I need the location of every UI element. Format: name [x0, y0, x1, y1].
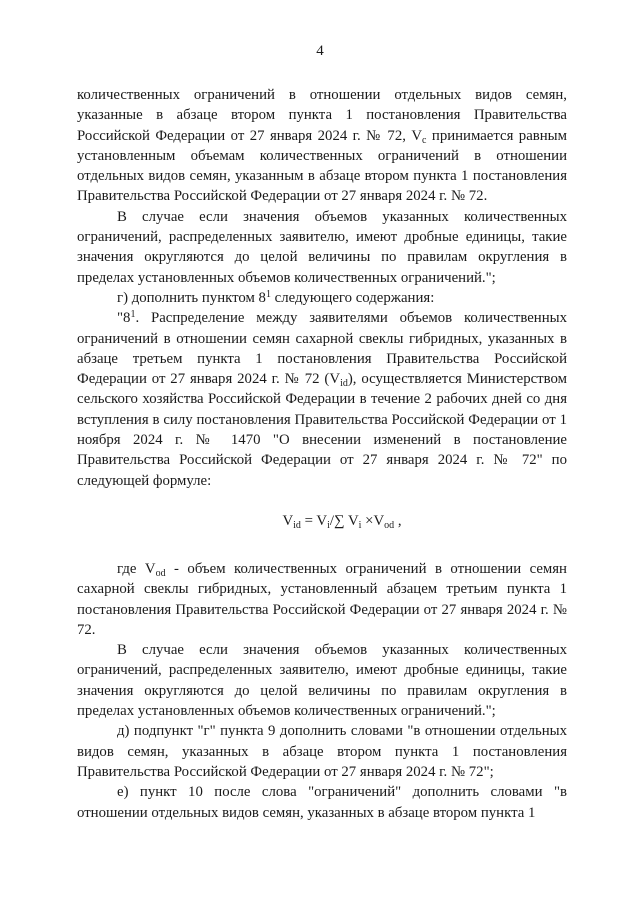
- text-run: - объем количественных ограничений в отношении семян сахарной свеклы гибридных, установленный абзацем третьим пункта 1 постановления Правительства Российской Федерации от 27 января 2024 г. № 72.: [77, 560, 567, 638]
- paragraph-continuation: [77, 85, 567, 207]
- formula-subscript: i: [327, 519, 330, 531]
- paragraph-item-e: е) пункт 10 после слова "ограничений" дополнить словами "в отношении отдельных видов семян, указанных в абзаце втором пункта 1: [77, 784, 567, 821]
- formula-part: /∑ V: [329, 512, 359, 529]
- formula-part: ,: [394, 512, 402, 529]
- superscript: 1: [130, 309, 136, 321]
- text-run: количественных ограничений в отношении отдельных видов семян, указанные в абзаце втором пункта 1 постановления Правительства Российской Федерации от 27 января 2024 г. № 72, V: [77, 87, 567, 144]
- text-run: следующего содержания:: [270, 289, 435, 306]
- formula-part: = V: [300, 512, 328, 529]
- text-run: "8: [117, 310, 131, 327]
- formula-part: V: [282, 512, 294, 529]
- paragraph-item-g: [77, 288, 567, 308]
- distribution-formula: [117, 511, 567, 531]
- formula-subscript: i: [358, 519, 362, 531]
- subscript: od: [155, 567, 166, 579]
- subscript: id: [340, 378, 348, 390]
- page-number: 4: [316, 43, 324, 59]
- text-run: г) дополнить пунктом 8: [117, 289, 266, 306]
- text-run: . Распределение между заявителями объемов количественных ограничений в отношении семян сахарной свеклы гибридных, указанных в абзаце третьем пункта 1 постановления Правительства Российской Федерации от 27 января 2024 г. № 72 (V: [77, 310, 567, 388]
- paragraph-rounding-rule-2: В случае если значения объемов указанных количественных ограничений, распределенных заявителю, имеют дробные единицы, такие значения округляются до целой величины по правилам округления в пределах установленных объемов количественных ограничений.";: [77, 642, 567, 720]
- formula-subscript: od: [384, 519, 395, 531]
- paragraph-item-d: д) подпункт "г" пункта 9 дополнить словами "в отношении отдельных видов семян, указанных в абзаце втором пункта 1 постановления Правительства Российской Федерации от 27 января 2024 г. № 72";: [77, 723, 567, 780]
- paragraph-point-8-1: [77, 308, 567, 491]
- superscript: 1: [265, 288, 271, 300]
- formula-subscript: id: [293, 519, 301, 531]
- document-body: [77, 85, 567, 823]
- paragraph-formula-legend: [77, 559, 567, 640]
- text-run: где V: [117, 560, 156, 577]
- paragraph-rounding-rule: В случае если значения объемов указанных количественных ограничений, распределенных заявителю, имеют дробные единицы, такие значения округляются до целой величины по правилам округления в пределах установленных объемов количественных ограничений.";: [77, 208, 567, 286]
- text-run: ), осуществляется Министерством сельского хозяйства Российской Федерации в течение 2 рабочих дней со дня вступления в силу постановления Правительства Российской Федерации от 1 ноября 2024 г. № 1470 "О внесении изменений в постановление Правительства Российской Федерации от 27 января 2024 г. № 72" по следующей формуле:: [77, 371, 568, 489]
- formula-part: ×V: [361, 512, 385, 529]
- subscript: c: [422, 134, 427, 146]
- text-run: принимается равным установленным объемам количественных ограничений в отношении отдельных видов семян, указанным в абзаце втором пункта 1 постановления Правительства Российской Федерации от 27 января 2024 г. № 72.: [77, 127, 567, 205]
